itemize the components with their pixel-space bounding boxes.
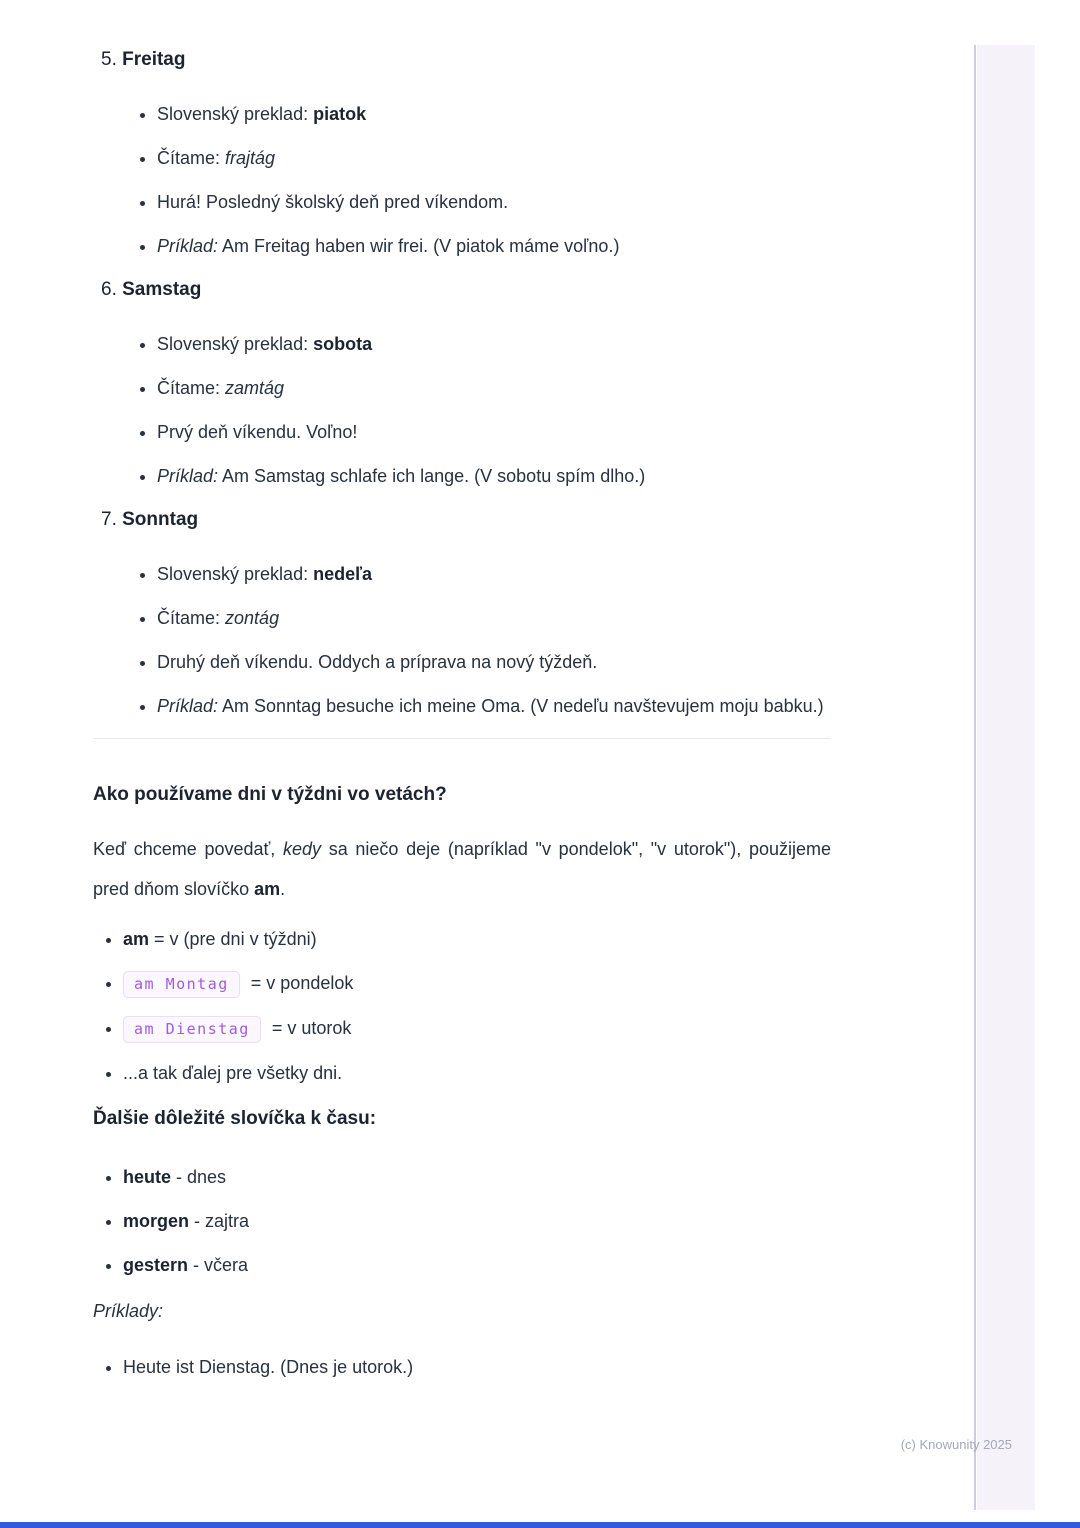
list-item (157, 142, 831, 174)
day-bullets (93, 98, 831, 262)
section-divider (93, 738, 831, 739)
text-segment: Čítame: (157, 608, 226, 628)
text-segment: = v (pre dni v týždni) (149, 929, 317, 949)
day-number: 7. (101, 509, 123, 530)
text-segment: = v utorok (266, 1018, 352, 1038)
text-segment: Slovenský preklad: (157, 334, 314, 354)
list-item (157, 416, 831, 448)
text-segment: am (254, 879, 281, 899)
text-segment: piatok (313, 104, 367, 124)
vocab-bullets (93, 1161, 831, 1281)
text-segment: Am Freitag haben wir frei. (V piatok máme voľno.) (218, 236, 620, 256)
list-item (123, 923, 831, 955)
text-segment: gestern (123, 1255, 189, 1275)
list-item (123, 967, 831, 1000)
day-title: Samstag (122, 279, 202, 300)
list-item (157, 98, 831, 130)
text-segment: Čítame: (157, 148, 226, 168)
list-item (157, 328, 831, 360)
day-heading (101, 274, 831, 306)
text-segment: Príklad: (157, 696, 219, 716)
watermark: (c) Knowunity 2025 (900, 1437, 1012, 1452)
text-segment: - dnes (171, 1167, 227, 1187)
vocab-heading: Ďalšie dôležité slovíčka k času: (93, 1108, 377, 1129)
code-chip: am Dienstag (123, 1016, 261, 1043)
text-segment: sobota (313, 334, 373, 354)
text-segment: Hurá! Posledný školský deň pred víkendom. (157, 192, 509, 212)
list-item (157, 230, 831, 262)
list-item (157, 602, 831, 634)
text-segment: Slovenský preklad: (157, 564, 314, 584)
list-item (123, 1205, 831, 1237)
text-segment: Prvý deň víkendu. Voľno! (157, 422, 358, 442)
text-segment: frajtág (225, 148, 276, 168)
list-item (157, 186, 831, 218)
list-item (157, 460, 831, 492)
example-bullets (93, 1351, 831, 1383)
usage-bullets (93, 923, 831, 1089)
text-segment: Am Samstag schlafe ich lange. (V sobotu spím dlho.) (218, 466, 646, 486)
list-item (123, 1161, 831, 1193)
page-edge-strip (977, 45, 1035, 1510)
day-heading (101, 504, 831, 536)
days-list (93, 44, 831, 722)
text-segment: zamtág (225, 378, 285, 398)
day-title: Sonntag (122, 509, 199, 530)
text-segment: - včera (188, 1255, 249, 1275)
text-segment: nedeľa (313, 564, 373, 584)
text-segment: . (280, 879, 286, 899)
text-segment: Príklad: (157, 466, 219, 486)
list-item (157, 372, 831, 404)
code-chip: am Montag (123, 971, 240, 998)
text-segment: Čítame: (157, 378, 226, 398)
text-segment: Am Sonntag besuche ich meine Oma. (V nedeľu navštevujem moju babku.) (218, 696, 824, 716)
list-item (123, 1012, 831, 1045)
day-heading (101, 44, 831, 76)
day-section (93, 44, 831, 262)
day-number: 5. (101, 49, 123, 70)
bottom-accent-bar (0, 1522, 1080, 1528)
text-segment: kedy (282, 839, 322, 859)
text-segment: am (123, 929, 150, 949)
day-bullets (93, 558, 831, 722)
text-segment: morgen (123, 1211, 190, 1231)
list-item (157, 690, 831, 722)
text-segment: heute (123, 1167, 172, 1187)
usage-intro (93, 829, 831, 909)
day-section (93, 504, 831, 722)
list-item (157, 558, 831, 590)
day-bullets (93, 328, 831, 492)
text-segment: Keď chceme povedať, (93, 839, 283, 859)
text-segment: Heute ist Dienstag. (Dnes je utorok.) (123, 1357, 414, 1377)
day-section (93, 274, 831, 492)
list-item (123, 1351, 831, 1383)
text-segment: zontág (225, 608, 280, 628)
text-segment: Príklad: (157, 236, 219, 256)
day-title: Freitag (122, 49, 186, 70)
text-segment: Slovenský preklad: (157, 104, 314, 124)
text-segment: sa niečo deje (napríklad "v pondelok", "v utorok"), použijeme pred dňom slovíčko (93, 839, 831, 899)
usage-heading: Ako používame dni v týždni vo vetách? (93, 784, 447, 805)
document-content (93, 44, 831, 1383)
text-segment: - zajtra (189, 1211, 250, 1231)
text-segment: ...a tak ďalej pre všetky dni. (123, 1063, 343, 1083)
list-item (123, 1249, 831, 1281)
page-edge-line (974, 45, 976, 1510)
list-item (157, 646, 831, 678)
text-segment: = v pondelok (245, 973, 354, 993)
list-item (123, 1057, 831, 1089)
day-number: 6. (101, 279, 123, 300)
text-segment: Druhý deň víkendu. Oddych a príprava na nový týždeň. (157, 652, 598, 672)
examples-label: Príklady: (93, 1301, 164, 1321)
